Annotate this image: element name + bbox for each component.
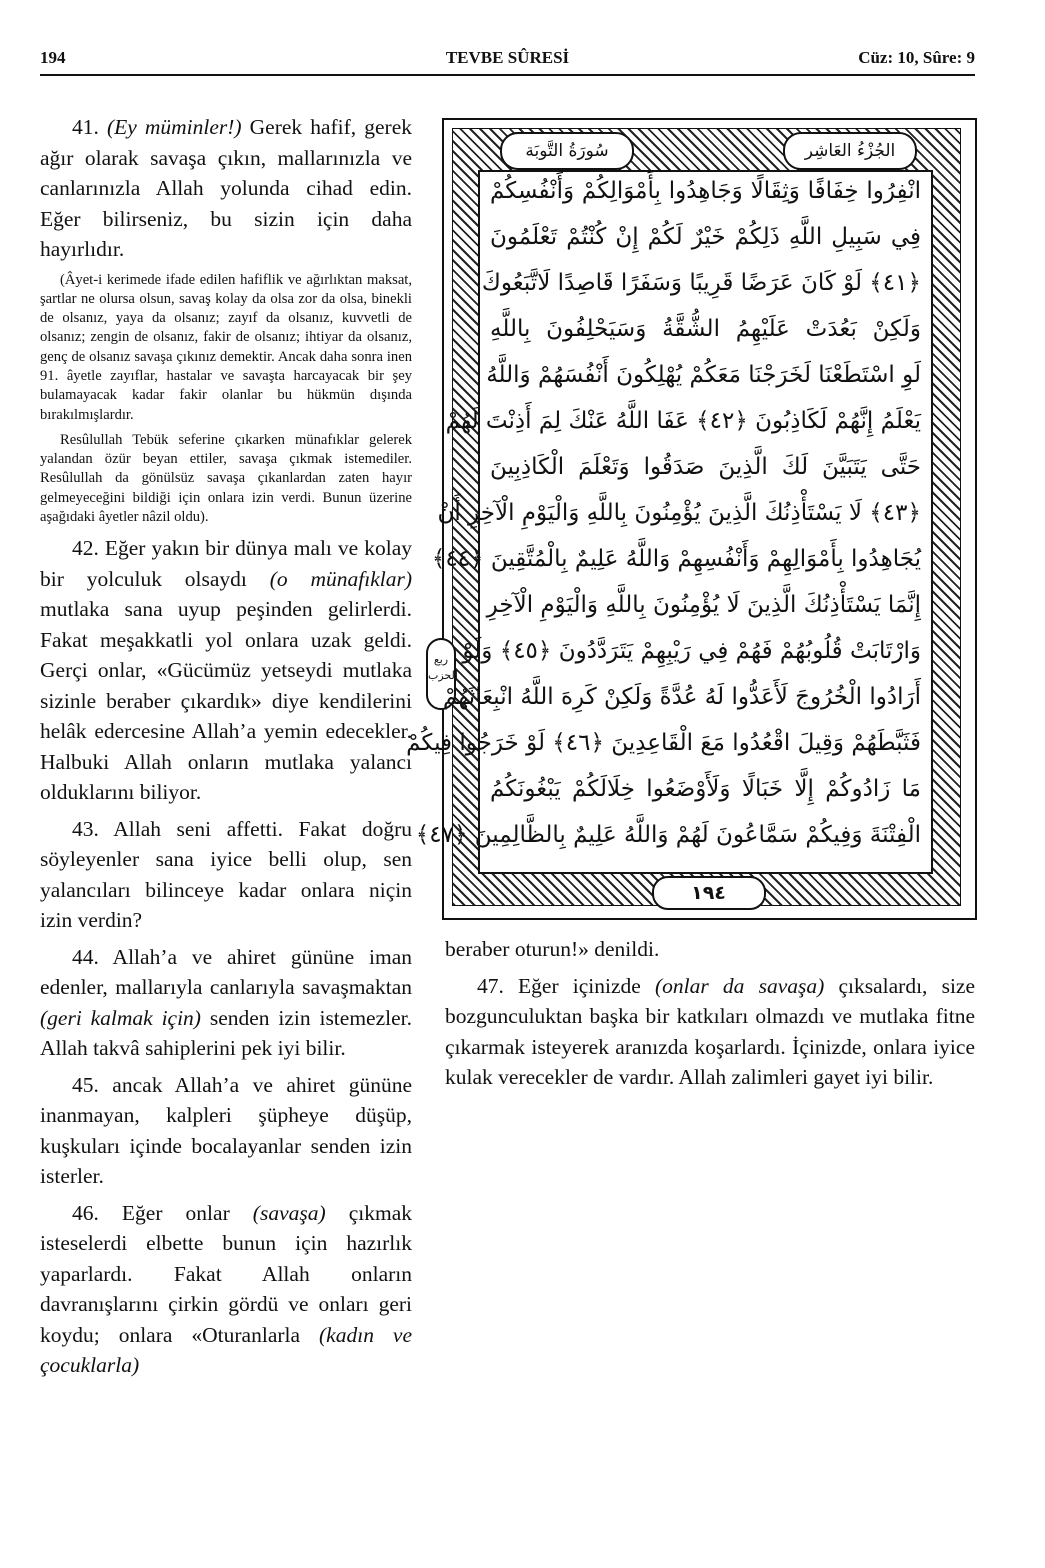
arabic-line: انْفِرُوا خِفَافًا وَثِقَالًا وَجَاهِدُوا بِأَمْوَالِكُمْ وَأَنْفُسِكُمْ [490, 178, 921, 204]
arabic-line: فِي سَبِيلِ اللَّهِ ذَلِكُمْ خَيْرٌ لَكُمْ إِنْ كُنْتُمْ تَعْلَمُونَ [490, 224, 921, 250]
verse-43: 43. Allah seni affetti. Fakat doğru söyleyenler sana iyice belli olup, sen yalancıları bilinceye kadar onlara niçin izin verdin? [40, 816, 412, 933]
sura-name-cartouche: سُورَةُ التَّوبَة [500, 132, 634, 170]
commentary-note-2: Resûlullah Tebük seferine çıkarken münafıklar gelerek yalandan özür beyan ettiler, savaşa çıkmak istemediler. Resûlullah da gönülsüz savaşa çıkanlardan zaten hayır gelmeyeceğini bildiği için onlara izin verdi. Bunun üzerine aşağıdaki âyetler nâzil oldu). [40, 431, 412, 526]
commentary-note-1: (Âyet-i kerimede ifade edilen hafiflik ve ağırlıktan maksat, şartlar ne olursa olsun, savaş kolay da olsa zor da olsa, binekli de olsanız, yaya da olsanız; zayıf da olsanız, kuvvetli de olsanız; zengin de olsanız, fakir de olsanız; ihtiyar da olsanız, genç de olsanız savaşa çıkınız demektir. Ancak daha sonra inen 91. âyetle zayıflar, hastalar ve savaşta harcayacak bir şey bulamayacak kadar fakir olanlar bu hükmün dışında bırakılmışlardır. [40, 271, 412, 423]
page-header [40, 46, 975, 76]
arabic-line: لَوِ اسْتَطَعْنَا لَخَرَجْنَا مَعَكُمْ يُهْلِكُونَ أَنْفُسَهُمْ وَاللَّهُ [486, 362, 921, 388]
verse-47: 47. Eğer içinizde (onlar da savaşa) çıksalardı, size bozgunculuktan başka bir katkıları olmazdı ve mutlaka fitne çıkarmak isteyerek aranızda koşarlardı. İçinizde, onlara iyice kulak verecekler de vardır. Allah zalimleri gayet iyi bilir. [445, 973, 976, 1089]
verse-46: 46. Eğer onlar (savaşa) çıkmak isteselerdi elbette bunun için hazırlık yaparlardı. Fakat Allah onların davranışlarını çirkin gördü ve onları geri koydu; onlara «Oturanlarla (kadın ve çocuklarla) [40, 1200, 412, 1378]
arabic-line: حَتَّى يَتَبَيَّنَ لَكَ الَّذِينَ صَدَقُوا وَتَعْلَمَ الْكَاذِبِينَ [490, 454, 921, 480]
verse-45: 45. ancak Allah’a ve ahiret gününe inanmayan, kalpleri şüpheye düşüp, kuşkuları içinde bocalayanlar senden izin isterler. [40, 1072, 412, 1189]
arabic-line: ﴿٤١﴾ لَوْ كَانَ عَرَضًا قَرِيبًا وَسَفَرًا قَاصِدًا لَاتَّبَعُوكَ [481, 270, 921, 296]
quran-text-box [406, 118, 975, 918]
arabic-line: مَا زَادُوكُمْ إِلَّا خَبَالًا وَلَأَوْضَعُوا خِلَالَكُمْ يَبْغُونَكُمُ [490, 776, 921, 802]
juz-cartouche: الجُزْءُ العَاشِر [783, 132, 917, 170]
verse-42: 42. Eğer yakın bir dünya malı ve kolay bir yolculuk olsaydı (o münafıklar) mutlaka sana uyup peşinden gelirlerdi. Fakat meşakkatli yol onlara uzak geldi. Gerçi onlar, «Gücümüz yetseydi mutlaka sizinle beraber çıkardık» diye kendilerini helâk edercesine Allah’a yemin edecekler. Halbuki Allah onların mutlaka yalancı olduklarını biliyor. [40, 536, 412, 805]
arabic-line: أَرَادُوا الْخُرُوجَ لَأَعَدُّوا لَهُ عُدَّةً وَلَكِنْ كَرِهَ اللَّهُ انْبِعَاثَهُمْ [442, 684, 921, 710]
page-number: 194 [40, 48, 66, 67]
left-column [40, 112, 412, 1387]
verse-46-continued: beraber oturun!» denildi. [445, 937, 660, 961]
arabic-line: الْفِتْنَةَ وَفِيكُمْ سَمَّاعُونَ لَهُمْ وَاللَّهُ عَلِيمٌ بِالظَّالِمِينَ ﴿٤٧﴾ [415, 822, 921, 848]
verse-41: 41. (Ey müminler!) Gerek hafif, gerek ağır olarak savaşa çıkın, mallarınızla ve canlarınızla Allah yolunda cihad edin. Eğer bilirseniz, bu sizin için daha hayırlıdır. [40, 115, 412, 261]
arabic-line: يُجَاهِدُوا بِأَمْوَالِهِمْ وَأَنْفُسِهِمْ وَاللَّهُ عَلِيمٌ بِالْمُتَّقِينَ ﴿٤٤﴾ [431, 546, 921, 572]
hizb-marker: ربع الحزب [426, 638, 456, 710]
sura-title: TEVBE SÛRESİ [445, 48, 570, 67]
arabic-page-number: ١٩٤ [652, 876, 766, 910]
verse-44: 44. Allah’a ve ahiret gününe iman edenler, mallarıyla canlarıyla savaşmaktan (geri kalmak için) senden izin istemezler. Allah takvâ sahiplerini pek iyi bilir. [40, 944, 412, 1061]
arabic-line: ﴿٤٣﴾ لَا يَسْتَأْذِنُكَ الَّذِينَ يُؤْمِنُونَ بِاللَّهِ وَالْيَوْمِ الْآخِرِ أَنْ [437, 500, 921, 526]
arabic-line: وَارْتَابَتْ قُلُوبُهُمْ فَهُمْ فِي رَيْبِهِمْ يَتَرَدَّدُونَ ﴿٤٥﴾ وَلَوْ [462, 638, 921, 664]
juz-sura-label: Cüz: 10, Sûre: 9 [858, 48, 975, 67]
arabic-line: فَثَبَّطَهُمْ وَقِيلَ اقْعُدُوا مَعَ الْقَاعِدِينَ ﴿٤٦﴾ لَوْ خَرَجُوا فِيكُمْ [406, 730, 921, 756]
arabic-line: إِنَّمَا يَسْتَأْذِنُكَ الَّذِينَ لَا يُؤْمِنُونَ بِاللَّهِ وَالْيَوْمِ الْآخِرِ [486, 592, 921, 618]
right-column [445, 934, 975, 1099]
arabic-line: وَلَكِنْ بَعُدَتْ عَلَيْهِمُ الشُّقَّةُ وَسَيَحْلِفُونَ بِاللَّهِ [490, 316, 921, 342]
arabic-line: يَعْلَمُ إِنَّهُمْ لَكَاذِبُونَ ﴿٤٢﴾ عَفَا اللَّهُ عَنْكَ لِمَ أَذِنْتَ لَهُمْ [445, 408, 921, 434]
